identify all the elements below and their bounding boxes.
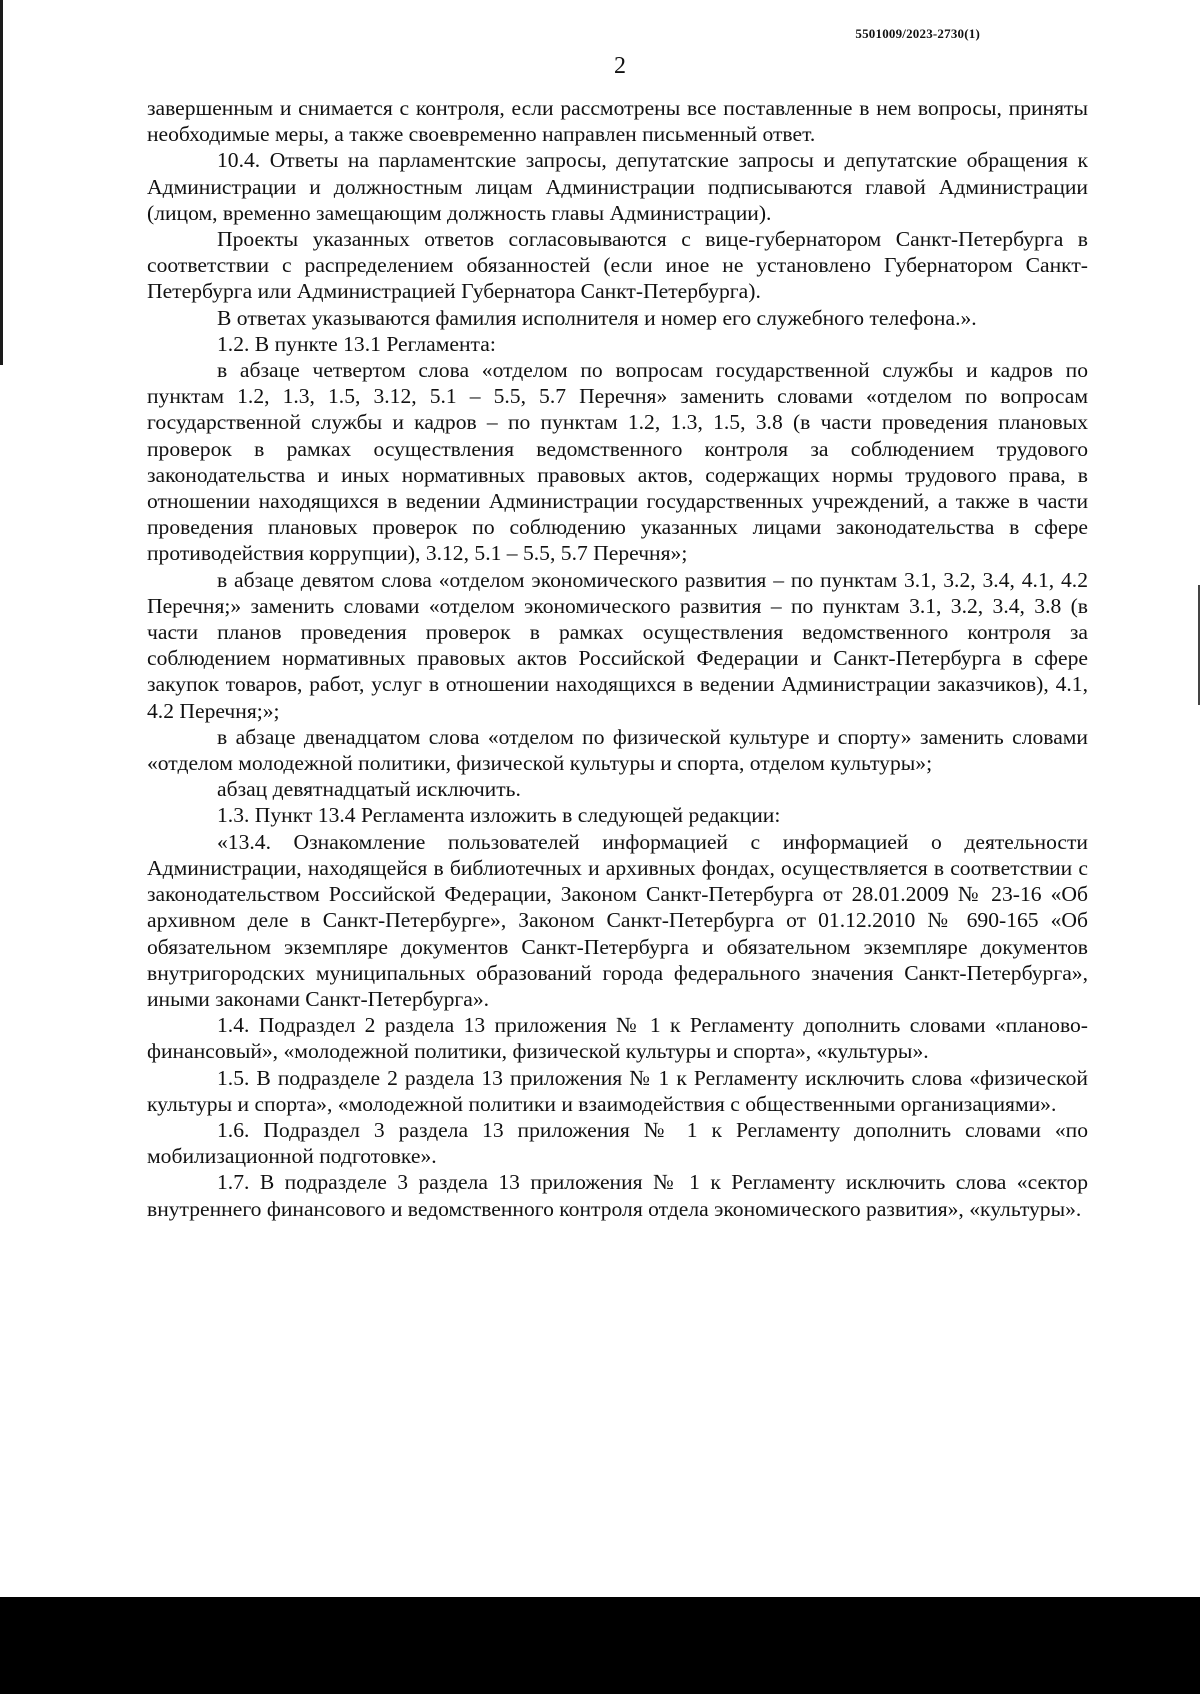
paragraph-6: в абзаце четвертом слова «отделом по вопросам государственной службы и кадров по пунктам 1.2, 1.3, 1.5, 3.12, 5.1 – 5.5, 5.7 Перечня» заменить словами «отделом по вопросам государственной службы и кадров – по пунктам 1.2, 1.3, 1.5, 3.8 (в части проведения плановых проверок в рамках осуществления ведомственного контроля за соблюдением трудового законодательства и иных нормативных правовых актов, содержащих нормы трудового права, в отношении находящихся в ведении Администрации государственных учреждений, а также в части проведения плановых проверок по соблюдению указанных лицами законодательства в сфере противодействия коррупции), 3.12, 5.1 – 5.5, 5.7 Перечня»; — [147, 358, 1088, 566]
paragraph-5: 1.2. В пункте 13.1 Регламента: — [217, 331, 496, 356]
paragraph-2: 10.4. Ответы на парламентские запросы, депутатские запросы и депутатские обращения к Администрации и должностным лицам Администрации подписываются главой Администрации (лицом, временно замещающим должность главы Администрации). — [147, 148, 1088, 225]
paragraph-11: «13.4. Ознакомление пользователей информацией с информацией о деятельности Администрации, находящейся в библиотечных и архивных фондах, осуществляется в соответствии с законодательством Российской Федерации, Законом Санкт-Петербурга от 28.01.2009 № 23-16 «Об архивном деле в Санкт-Петербурге», Законом Санкт-Петербурга от 01.12.2010 № 690-165 «Об обязательном экземпляре документов Санкт-Петербурга и обязательном экземпляре документов внутригородских муниципальных образований города федерального значения Санкт-Петербурга», иными законами Санкт-Петербурга». — [147, 829, 1088, 1011]
document-number: 5501009/2023-2730(1) — [855, 26, 980, 41]
paragraph-9: абзац девятнадцатый исключить. — [217, 777, 521, 802]
paragraph-4: В ответах указываются фамилия исполнителя и номер его служебного телефона.». — [217, 305, 977, 330]
document-body — [147, 95, 1088, 1222]
paragraph-1: завершенным и снимается с контроля, если рассмотрены все поставленные в нем вопросы, приняты необходимые меры, а также своевременно направлен письменный ответ. — [147, 96, 1088, 147]
scan-bottom-bar — [0, 1597, 1200, 1694]
page-number: 2 — [614, 53, 626, 79]
paragraph-8: в абзаце двенадцатом слова «отделом по физической культуре и спорту» заменить словами «отделом молодежной политики, физической культуры и спорта, отделом культуры»; — [147, 724, 1088, 776]
paragraph-7: в абзаце девятом слова «отделом экономического развития – по пунктам 3.1, 3.2, 3.4, 4.1, 4.2 Перечня;» заменить словами «отделом экономического развития – по пунктам 3.1, 3.2, 3.4, 3.8 (в части планов проведения проверок в рамках осуществления ведомственного контроля за соблюдением нормативных правовых актов Российской Федерации и Санкт-Петербурга в сфере закупок товаров, работ, услуг в отношении находящихся в ведении Администрации заказчиков), 4.1, 4.2 Перечня;»; — [147, 567, 1088, 723]
paragraph-10: 1.3. Пункт 13.4 Регламента изложить в следующей редакции: — [217, 803, 781, 828]
paragraph-14: 1.6. Подраздел 3 раздела 13 приложения № 1 к Регламенту дополнить словами «по мобилизационной подготовке». — [147, 1117, 1088, 1169]
paragraph-12: 1.4. Подраздел 2 раздела 13 приложения № 1 к Регламенту дополнить словами «планово-финансовый», «молодежной политики, физической культуры и спорта», «культуры». — [147, 1013, 1088, 1064]
paragraph-3: Проекты указанных ответов согласовываются с вице-губернатором Санкт-Петербурга в соответствии с распределением обязанностей (если иное не установлено Губернатором Санкт-Петербурга или Администрацией Губернатора Санкт-Петербурга). — [147, 227, 1088, 304]
paragraph-13: 1.5. В подразделе 2 раздела 13 приложения № 1 к Регламенту исключить слова «физической культуры и спорта», «молодежной политики и взаимодействия с общественными организациями». — [147, 1065, 1088, 1116]
paragraph-15: 1.7. В подразделе 3 раздела 13 приложения № 1 к Регламенту исключить слова «сектор внутреннего финансового и ведомственного контроля отдела экономического развития», «культуры». — [147, 1170, 1088, 1221]
